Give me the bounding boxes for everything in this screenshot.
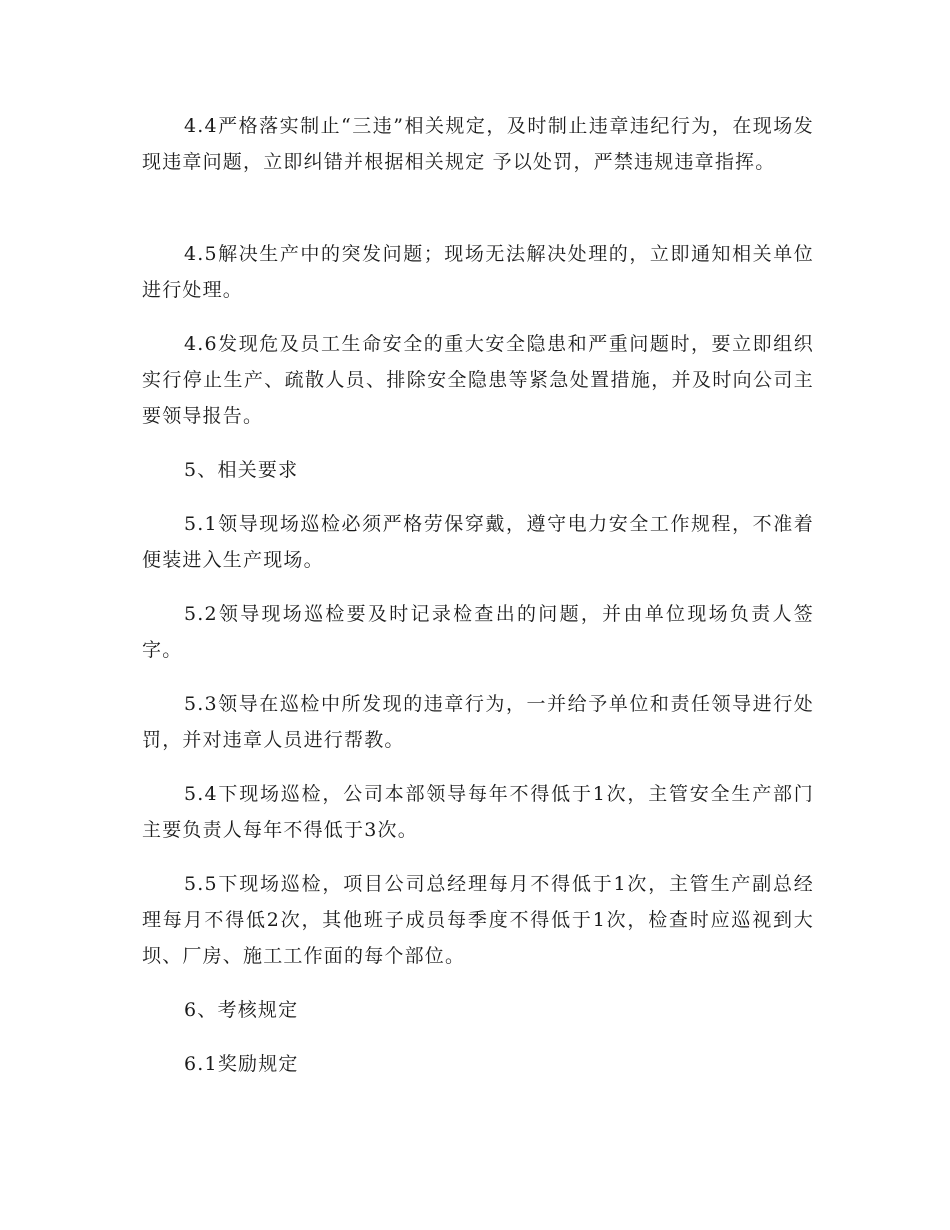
paragraph-5-1: 5.1领导现场巡检必须严格劳保穿戴，遵守电力安全工作规程，不准着便装进入生产现场。	[142, 513, 814, 571]
section-heading-5: 5、相关要求	[184, 459, 299, 481]
paragraph-5-2: 5.2领导现场巡检要及时记录检查出的问题，并由单位现场负责人签字。	[142, 603, 814, 661]
paragraph-5-3: 5.3领导在巡检中所发现的违章行为，一并给予单位和责任领导进行处罚，并对违章人员进行帮教。	[142, 693, 814, 751]
section-heading-6: 6、考核规定	[184, 999, 299, 1021]
paragraph-4-4: 4.4严格落实制止“三违”相关规定，及时制止违章违纪行为，在现场发现违章问题，立即纠错并根据相关规定 予以处罚，严禁违规违章指挥。	[142, 115, 814, 173]
paragraph-5-4: 5.4下现场巡检，公司本部领导每年不得低于1次，主管安全生产部门主要负责人每年不得低于3次。	[142, 783, 814, 841]
paragraph-5-5: 5.5下现场巡检，项目公司总经理每月不得低于1次，主管生产副总经理每月不得低2次，其他班子成员每季度不得低于1次，检查时应巡视到大坝、厂房、施工工作面的每个部位。	[142, 873, 814, 967]
paragraph-6-1: 6.1奖励规定	[184, 1053, 299, 1075]
paragraph-4-6: 4.6发现危及员工生命安全的重大安全隐患和严重问题时，要立即组织实行停止生产、疏散人员、排除安全隐患等紧急处置措施，并及时向公司主要领导报告。	[142, 333, 814, 427]
paragraph-4-5: 4.5解决生产中的突发问题；现场无法解决处理的，立即通知相关单位进行处理。	[142, 243, 814, 301]
